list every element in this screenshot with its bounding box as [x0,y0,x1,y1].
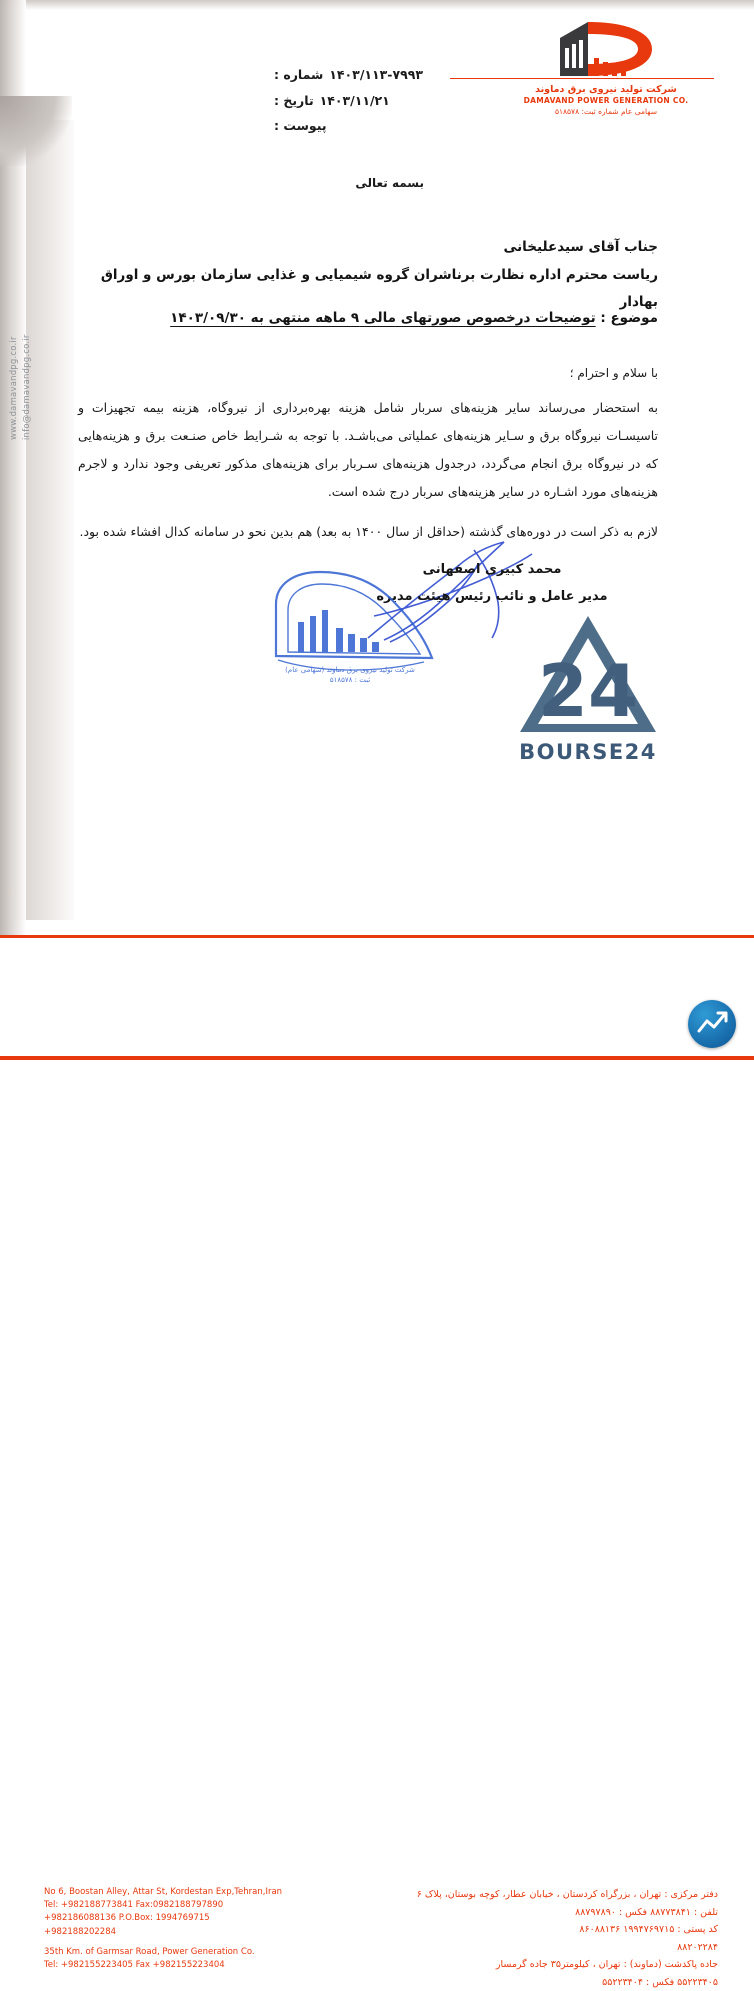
footer-en-line-5: 35th Km. of Garmsar Road, Power Generation Co. [44,1946,255,1957]
basmala-text: بسمه تعالی [355,176,424,190]
footer-spacer [44,1939,282,1946]
subject-line [78,310,658,326]
svg-text:ثبت : ۵۱۸۵۷۸: ثبت : ۵۱۸۵۷۸ [329,676,371,684]
letter-number-value: ۱۴۰۳/۱۱۳-۷۹۹۳ [329,67,423,82]
letter-meta-block [274,62,514,139]
signatory-name: محمد کبیری اصفهانی [422,562,562,577]
scan-edge-shadow-top [0,0,754,10]
svg-text:شرکت تولید نیروی برق دماوند (س: شرکت تولید نیروی برق دماوند (سهامی عام) [285,666,415,674]
letter-number-row [274,62,514,88]
damavand-logo-icon [554,18,658,80]
bourse24-round-badge[interactable] [688,1000,736,1048]
signatory-title: مدیر عامل و نائب رئیس هیئت مدیره [376,589,608,605]
logo-registration-info: سهامی عام شماره ثبت: ۵۱۸۵۷۸ [554,106,658,116]
company-letterhead-logo [506,18,706,117]
body-paragraph-1: به استحضار می‌رساند سایر هزینه‌های سربار شامل هزینه بهره‌برداری از نیروگاه، هزینه بیمه تجهیزات و تاسیسـات نیروگاه برق و سـایر هزینه‌های عملیاتی می‌باشـد. با توجه به شـرایط خاص صنـعت برق و هزینه‌هایی که در نیروگاه برق انجام می‌گردد، درجدول هزینه‌های سـربار برای هزینه‌های مذکور تعریفی وجود ندارد و لاجرم هزینه‌های مورد اشـاره در سایر هزینه‌های سربار درج شده است. [78,400,658,500]
side-web-line-2: info@damavandpg.co.ir [21,334,32,440]
bourse24-logo-icon [514,608,662,738]
footer-en-line-6: Tel: +982155223405 Fax +982155223404 [44,1959,225,1970]
letter-date-value: ۱۴۰۳/۱۱/۲۱ [319,92,390,108]
letter-date-label: تاریخ : [274,92,314,108]
footer-address-en [44,1886,282,1972]
letter-attachment-row [274,113,514,139]
body-paragraph-2: لازم به ذکر است در دوره‌های گذشته (حداقل از سال ۱۴۰۰ به بعد) هم بدین نحو در سامانه کدال افشاء شده بود. [79,524,658,539]
greeting-text: با سلام و احترام ؛ [569,366,658,380]
svg-text:24: 24 [537,649,639,733]
footer-en-line-4: +982188202284 [44,1926,117,1937]
footer-fa-line-3: کد پستی : ۱۹۹۴۷۶۹۷۱۵ ۸۶۰۸۸۱۳۶ [579,1924,718,1936]
letter-date-row [274,88,514,114]
footer-divider-bottom [0,1056,754,1060]
signature-block [362,556,622,611]
bourse24-watermark [508,608,668,764]
footer-fa-line-5: جاده پاکدشت (دماوند) : تهران ، کیلومتر۳۵ جاده گرمسار [495,1959,718,1971]
letter-attachment-label: پیوست : [274,118,327,134]
side-web-line-1: www.damavandpg.co.ir [9,336,19,440]
footer-en-line-2: Tel: +982188773841 Fax:0982188797890 [44,1900,224,1911]
subject-text: توضیحات درخصوص صورتهای مالی ۹ ماهه منتهی به ۱۴۰۳/۰۹/۳۰ [170,310,596,326]
footer-fa-line-4: ۸۸۲۰۲۲۸۴ [677,1941,718,1953]
footer-address-fa [417,1886,718,1991]
footer-fa-line-6: ۵۵۲۲۳۴۰۵ فکس : ۵۵۲۲۳۴۰۴ [602,1976,718,1988]
footer-fa-line-1: دفتر مرکزی : تهران ، بزرگراه کردستان ، خیابان عطار، کوچه بوستان، پلاک ۶ [416,1889,718,1900]
footer-en-line-3: +982186088136 P.O.Box: 1994769715 [44,1913,210,1924]
addressee-line-2: ریاست محترم اداره نظارت برناشران گروه شیمیایی و غذایی سازمان بورس و اوراق بهادار [100,266,658,311]
side-web-address [8,250,34,440]
scan-corner-curl [0,96,72,166]
footer-fa-line-2: تلفن : ۸۸۷۷۳۸۴۱ فکس : ۸۸۷۹۷۸۹۰ [575,1906,718,1918]
logo-company-name-en: DAMAVAND POWER GENERATION CO. [523,95,689,105]
letter-number-label: شماره : [274,67,324,82]
footer-en-line-1: No 6, Boostan Alley, Attar St, Kordestan Exp,Tehran,Iran [44,1887,283,1897]
addressee-block [78,234,658,317]
footer [0,938,754,1988]
logo-company-name-fa: شرکت تولید نیروی برق دماوند [535,84,677,95]
bourse24-wordmark: BOURSE24 [519,740,657,764]
addressee-line-1: جناب آقای سیدعلیخانی [503,239,658,255]
subject-label: موضوع : [600,310,658,326]
